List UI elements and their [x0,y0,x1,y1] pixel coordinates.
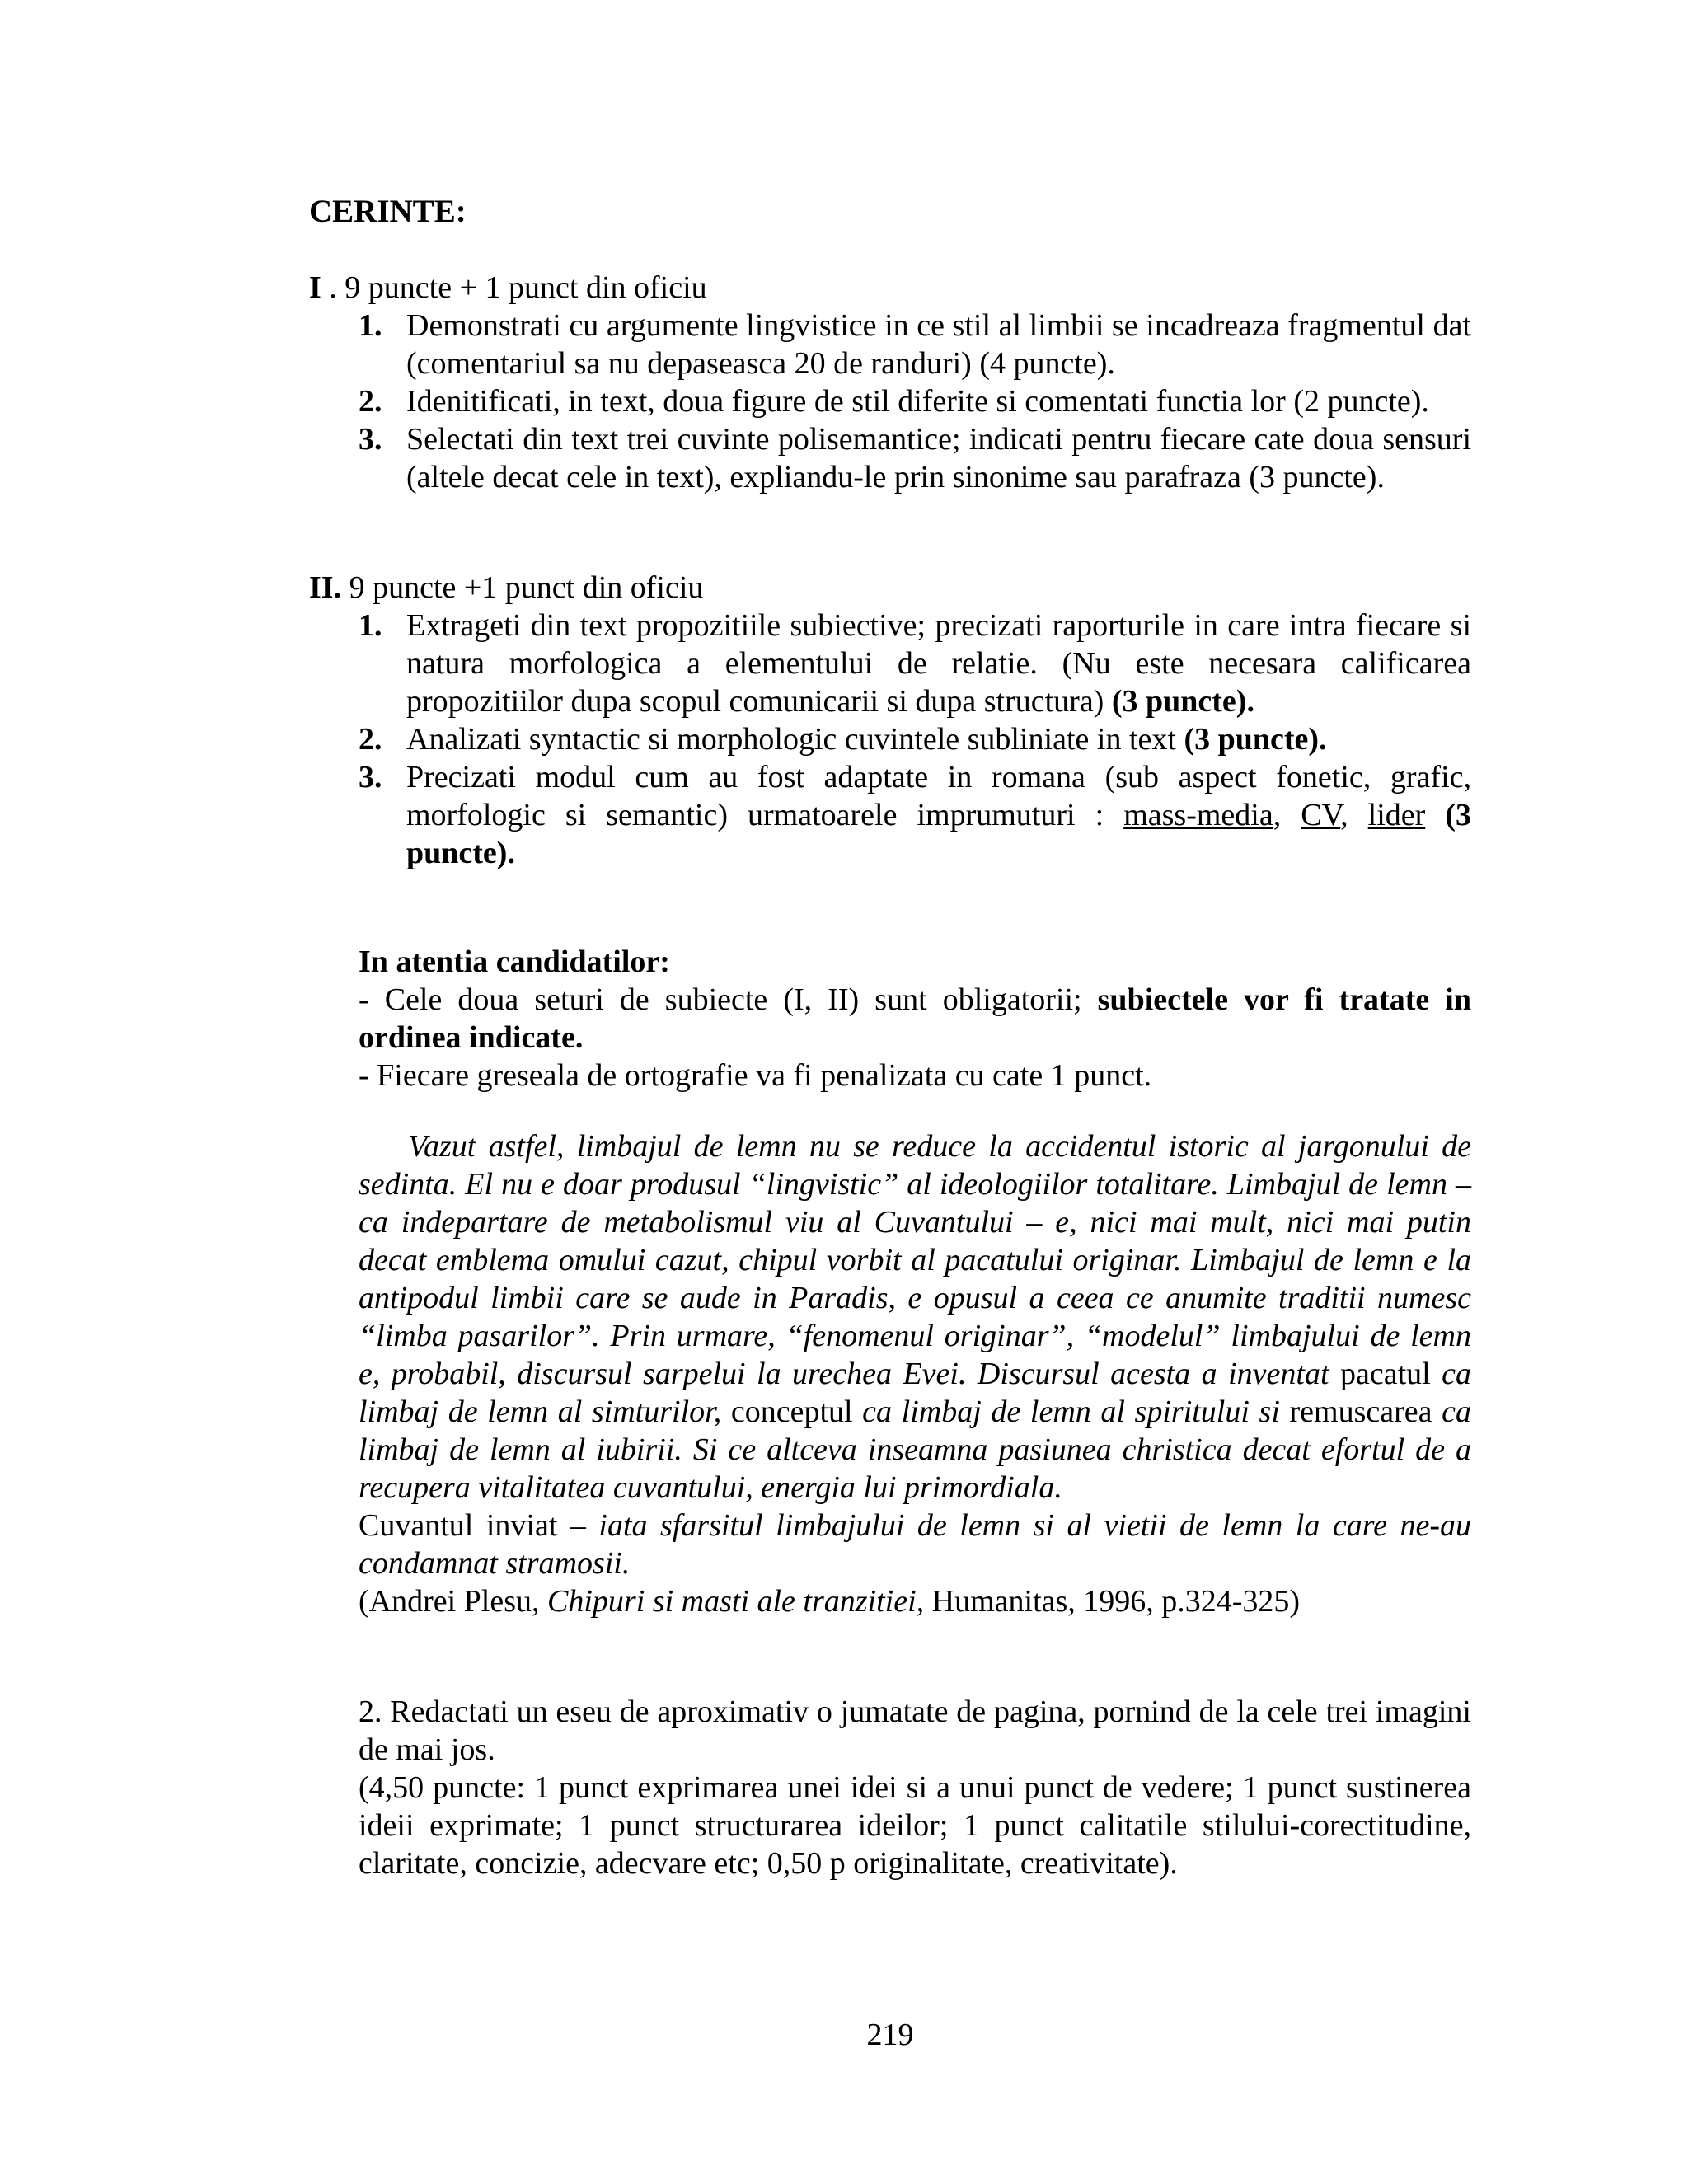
notice-heading: In atentia candidatilor: [359,944,670,979]
section-1-points: . 9 puncte + 1 punct din oficiu [321,270,707,305]
separator: , [1340,798,1368,832]
quote-part: Vazut astfel, limbajul de lemn nu se reduce la accidentul istoric al jargonului de sedinta. El nu e doar produsul “lingvistic” al ideologiilor totalitare. Limbajul de lemn – ca indepartare de metabolismul viu al Cuvantului – e, nici mai mult, nici mai putin decat emblema omului cazut, chipul vorbit al pacatului originar. Limbajul de lemn e la antipodul limbii care se aude in Paradis, e opusul a ceea ce anumite traditii numesc “limba pasarilor”. Prin urmare, “fenomenul originar”, “modelul” limbajului de lemn e, probabil, discursul sarpelui la urechea Evei. Discursul acesta a inventat [359,1129,1471,1391]
source-title: Chipuri si masti ale tranzitiei, [547,1584,925,1619]
notice-line-1 [359,981,1471,1057]
item-points: (3 puncte). [1111,684,1254,719]
section-2-label: II. [309,570,342,605]
item-number: 3. [359,422,382,457]
notice-line-2: - Fiecare greseala de ortografie va fi penalizata cu cate 1 punct. [359,1058,1152,1093]
section-1-list [359,307,1471,496]
item-text: Selectati din text trei cuvinte polisemantice; indicati pentru fiecare cate doua sensuri (altele decat cele in text), expliandu-le prin sinonime sau parafraza (3 puncte). [406,422,1471,494]
quote-source [359,1582,1471,1620]
essay-scoring: (4,50 puncte: 1 punct exprimarea unei idei si a unui punct de vedere; 1 punct sustinerea ideii exprimate; 1 punct structurarea ideilor; 1 punct calitatile stilului-corectitudine, claritate, concizie, adecvare etc; 0,50 p originalitate, creativitate). [359,1770,1471,1881]
item-number: 1. [359,308,382,343]
notice-emphasis: subiectele vor fi tratate in ordinea indicate. [359,982,1471,1055]
item-text: Analizati syntactic si morphologic cuvintele subliniate in text [406,722,1184,757]
list-item [359,382,1471,420]
section-2-list [359,607,1471,872]
source-author: (Andrei Plesu, [359,1584,548,1619]
section-2-points: 9 puncte +1 punct din oficiu [341,570,704,605]
quote-part: ca limbaj de lemn al spiritului si [852,1394,1280,1429]
quote-part: ca limbaj de lemn al simturilor, [359,1357,1471,1429]
list-item [359,758,1471,872]
notice-text: - Cele doua seturi de subiecte (I, II) sunt obligatorii; [359,982,1098,1017]
section-1-label: I [309,270,321,305]
quote-part: ca limbaj de lemn al iubirii. Si ce altceva inseamna pasiunea christica decat efortul de a recupera vitalitatea cuvantului, energia lui primordiala. [359,1394,1471,1505]
source-publisher: Humanitas, 1996, p.324-325) [924,1584,1301,1619]
item-points: (3 puncte). [406,798,1471,870]
loanword-lider: lider [1367,798,1426,832]
item-text: Idenitificati, in text, doua figure de stil diferite si comentati functia lor (2 puncte). [406,384,1429,419]
item-number: 1. [359,608,382,643]
quote-word: Cuvantul inviat [359,1508,558,1543]
separator: , [1273,798,1301,832]
item-text: Extrageti din text propozitiile subiective; precizati raporturile in care intra fiecare si natura morfologica a elementului de relatie. (Nu este necesara calificarea propozitiilor dupa scopul comunicarii si dupa structura) [406,608,1471,719]
page-title: CERINTE: [309,194,467,229]
quote-part: – iata sfarsitul limbajului de lemn si al vietii de lemn la care ne-au condamnat stramosii. [359,1508,1471,1581]
item-points: (3 puncte). [1184,722,1327,757]
item-number: 3. [359,760,382,794]
section-2-header [309,569,1471,607]
list-item [359,420,1471,496]
item-number: 2. [359,722,382,757]
item-number: 2. [359,384,382,419]
loanword-mass-media: mass-media [1123,798,1273,832]
section-1-header [309,269,1471,307]
list-item [359,720,1471,758]
list-item [359,607,1471,720]
essay-task: 2. Redactati un eseu de aproximativ o jumatate de pagina, pornind de la cele trei imagini de mai jos. [359,1694,1471,1767]
quote-word: conceptul [721,1394,853,1429]
item-text: Demonstrati cu argumente lingvistice in ce stil al limbii se incadreaza fragmentul dat (comentariul sa nu depaseasca 20 de randuri) (4 puncte). [406,308,1471,381]
quoted-text [359,1127,1471,1620]
list-item [359,307,1471,382]
loanword-cv: CV [1301,798,1341,832]
page-number: 219 [866,2018,914,2052]
quote-word: pacatul [1339,1357,1431,1391]
item-text: Precizati modul cum au fost adaptate in romana (sub aspect fonetic, grafic, morfologic si semantic) urmatoarele imprumuturi : [406,760,1471,832]
quote-word: remuscarea [1279,1394,1432,1429]
